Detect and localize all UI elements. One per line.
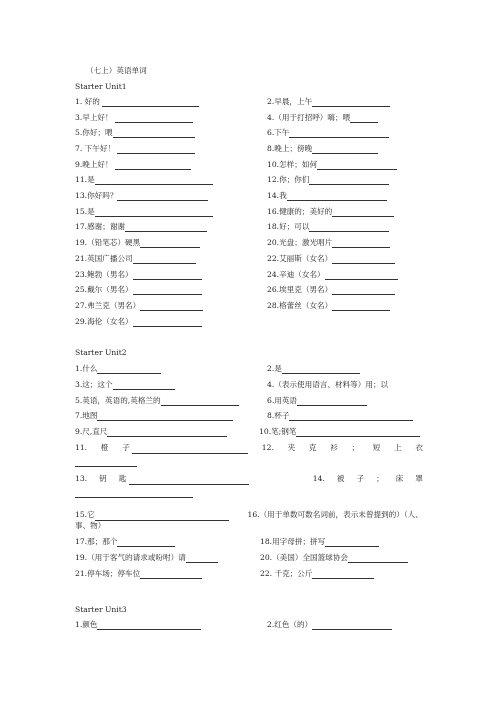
vocab-item: 21.英国广播公司 — [75, 254, 196, 264]
answer-blank — [75, 458, 137, 467]
answer-blank — [95, 208, 213, 217]
char: 12. — [261, 443, 274, 452]
spacer — [261, 474, 301, 485]
vocab-item: 1.颜色 — [75, 620, 201, 630]
answer-blank — [325, 538, 379, 547]
answer-blank — [297, 397, 367, 406]
char: 克 — [308, 443, 317, 452]
vocab-item: 24.辛迪（女名） — [267, 270, 398, 280]
vocab-row — [75, 270, 421, 280]
page-title: （七上）英语单词 — [86, 66, 147, 75]
answer-blank — [97, 365, 161, 374]
answer-blank — [332, 302, 390, 311]
vocab-row — [75, 301, 421, 311]
char: 床 — [395, 474, 404, 483]
answer-blank — [95, 512, 229, 521]
vocab-row — [75, 285, 421, 295]
vocab-row — [75, 207, 421, 217]
answer-blank — [312, 98, 390, 107]
answer-blank — [113, 129, 195, 138]
vocab-row-justified — [75, 474, 423, 498]
vocab-item: 10.怎样；如何 — [267, 160, 397, 170]
vocab-row — [75, 175, 421, 185]
answer-blank — [113, 381, 175, 390]
vocab-item: 2.红色（的） — [267, 620, 392, 630]
char: 衣 — [415, 443, 423, 452]
vocab-item: 13.你好吗？ — [75, 191, 208, 201]
justified-line — [75, 443, 423, 454]
vocab-item: 12.你；你们 — [267, 175, 389, 185]
vocab-item: 11.是 — [75, 175, 213, 185]
vocab-item: 15.是 — [75, 207, 213, 217]
char: 13. — [75, 474, 88, 483]
answer-blank — [133, 271, 202, 280]
vocab-item: 19.（用于客气的请求或吩咐）请 — [75, 553, 218, 563]
vocab-item: 29.海伦（女名） — [75, 317, 202, 327]
char: 夹 — [287, 443, 296, 452]
vocab-item: 28.格蕾丝（女名） — [267, 301, 390, 311]
vocab-item: 10.笔;钢笔 — [259, 427, 420, 437]
answer-blank — [97, 621, 201, 630]
vocab-item: 22. 千克；公斤 — [260, 569, 374, 579]
vocab-item: 匙 — [119, 474, 249, 485]
answer-blank — [133, 318, 202, 327]
char: ； — [376, 474, 384, 483]
wrap-line — [75, 488, 423, 499]
vocab-item: 7.地图 — [75, 411, 233, 421]
vocab-row — [75, 380, 421, 390]
vocab-row — [75, 317, 421, 327]
vocab-row — [75, 222, 421, 232]
char: 短 — [372, 443, 381, 452]
answer-blank — [309, 223, 389, 232]
vocab-item: 18.好；可以 — [267, 222, 389, 232]
answer-blank — [117, 192, 208, 201]
vocab-item: 8.晚上；傍晚 — [267, 144, 378, 154]
vocab-row — [75, 396, 421, 406]
vocab-row — [75, 411, 421, 421]
answer-blank — [132, 445, 248, 454]
vocab-item: 11. — [75, 443, 88, 452]
vocab-item: 5.你好；喂 — [75, 128, 195, 138]
vocab-row — [75, 113, 421, 123]
answer-blank — [140, 302, 203, 311]
answer-blank — [332, 286, 395, 295]
vocab-item: 3.这；这个 — [75, 380, 175, 390]
vocab-row — [75, 364, 421, 374]
char: 被 — [336, 474, 345, 483]
vocab-item: 2.早晨，上午 — [267, 97, 390, 107]
answer-blank — [75, 489, 193, 498]
justified-line — [75, 474, 423, 485]
vocab-item: 5.英语，英语的,英格兰的 — [75, 396, 239, 406]
answer-blank — [97, 412, 233, 421]
vocab-row — [75, 191, 421, 201]
char: 衫 — [330, 443, 338, 452]
vocab-item: 1. 好的 — [75, 97, 199, 107]
answer-blank — [125, 223, 207, 232]
answer-blank — [312, 570, 374, 579]
char: 14. — [312, 474, 325, 483]
answer-blank — [133, 255, 196, 264]
char: 上 — [394, 443, 402, 452]
answer-blank — [289, 412, 413, 421]
answer-blank — [186, 554, 218, 563]
vocab-item: 19.（铅笔芯）硬黑 — [75, 238, 200, 248]
vocab-row-wrap — [75, 510, 423, 531]
char: ； — [351, 443, 360, 452]
vocab-item: 18.用字母拼；拼写 — [260, 537, 379, 547]
unit1-heading: Starter Unit1 — [75, 82, 127, 91]
vocab-row — [75, 537, 421, 547]
vocab-item: 6.用英语 — [267, 396, 367, 406]
vocab-item: 20.光盘；激光唱片 — [267, 238, 390, 248]
vocab-item: 4.（表示使用语言、材料等）用；以 — [267, 380, 389, 389]
char: 子 — [356, 474, 365, 483]
answer-blank — [332, 255, 395, 264]
answer-blank — [102, 98, 199, 107]
vocab-item: 4.（用于打招呼）嗨；喂 — [267, 113, 378, 123]
unit2-heading: Starter Unit2 — [75, 348, 127, 357]
vocab-item: 27.弗兰克（男名） — [75, 301, 203, 311]
char: 橙 — [100, 443, 109, 452]
answer-blank — [107, 428, 227, 437]
answer-blank — [348, 554, 408, 563]
vocab-row — [75, 569, 421, 579]
vocab-item: 20.（美国）全国篮球协会 — [260, 553, 408, 563]
answer-blank — [140, 570, 202, 579]
char: 钥 — [99, 474, 107, 483]
answer-blank — [332, 208, 394, 217]
vocab-item: 23.鲍勃（男名） — [75, 270, 202, 280]
vocab-item: 9.晚上好！ — [75, 160, 191, 170]
vocab-item: 26.埃里克（男名） — [267, 285, 395, 295]
vocab-item: 17.感谢；谢谢 — [75, 222, 207, 232]
answer-blank — [95, 176, 213, 185]
answer-blank — [161, 397, 239, 406]
answer-blank — [289, 129, 389, 138]
answer-blank — [282, 365, 360, 374]
answer-blank — [312, 621, 392, 630]
vocab-item: 6.下午 — [267, 128, 389, 138]
answer-blank — [325, 271, 398, 280]
answer-blank — [309, 176, 389, 185]
vocab-item: 7. 下午好！ — [75, 144, 195, 154]
char: 罩 — [415, 474, 423, 483]
vocab-item: 1.什么 — [75, 364, 161, 374]
vocab-item: 16.健康的；美好的 — [267, 207, 394, 217]
vocab-row — [75, 620, 421, 630]
vocab-row — [75, 160, 421, 170]
unit3-heading: Starter Unit3 — [75, 605, 127, 614]
vocab-item: 子 — [122, 443, 248, 454]
vocab-row — [75, 254, 421, 264]
vocab-item: 16.（用于单数可数名词前，表示未曾提到的）（人、事、物） — [75, 510, 423, 530]
vocab-row — [75, 97, 421, 107]
vocab-row-justified — [75, 443, 423, 467]
answer-blank — [115, 161, 191, 170]
vocab-item: 21.停车场；停车位 — [75, 569, 202, 579]
vocab-item: 2.是 — [267, 364, 360, 374]
vocab-item: 25.戴尔（男名） — [75, 285, 202, 295]
answer-blank — [296, 428, 420, 437]
vocab-item: 8.杯子 — [267, 411, 413, 421]
answer-blank — [129, 476, 249, 485]
answer-blank — [317, 161, 397, 170]
answer-blank — [287, 192, 387, 201]
vocab-item: 17.那；那个 — [75, 537, 175, 547]
vocab-item: 15.它 — [75, 510, 229, 519]
vocab-row — [75, 427, 421, 437]
vocab-row — [75, 128, 421, 138]
answer-blank — [350, 114, 378, 123]
vocab-item: 14.我 — [267, 191, 387, 201]
vocab-row — [75, 238, 421, 248]
answer-blank — [133, 286, 202, 295]
answer-blank — [117, 538, 175, 547]
vocab-item: 3.早上好！ — [75, 113, 193, 123]
answer-blank — [140, 239, 200, 248]
answer-blank — [332, 239, 390, 248]
answer-blank — [115, 114, 193, 123]
vocab-row — [75, 144, 421, 154]
answer-blank — [312, 145, 378, 154]
vocab-item: 22.艾丽斯（女名） — [267, 254, 395, 264]
wrap-line — [75, 457, 423, 468]
vocab-row — [75, 553, 421, 563]
vocab-item: 9.尺,直尺 — [75, 427, 227, 437]
answer-blank — [117, 145, 195, 154]
